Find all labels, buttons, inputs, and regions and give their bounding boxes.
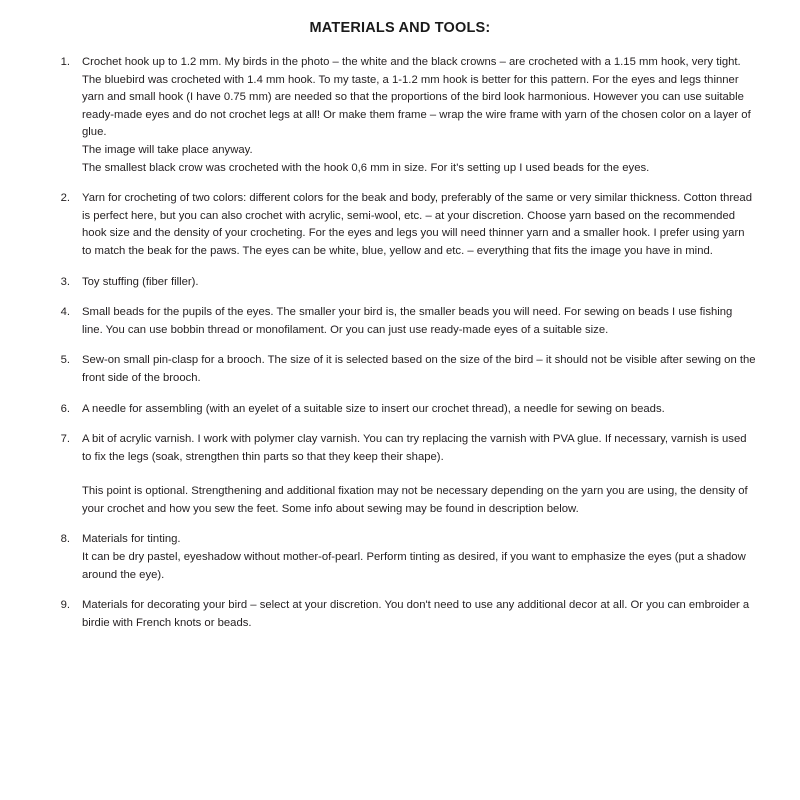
list-item [44,190,756,260]
list-item-number: 5. [60,354,70,367]
materials-list [44,54,756,632]
paragraph: Crochet hook up to 1.2 mm. My birds in the photo – the white and the black crowns – are crocheted with a 1.15 mm hook, very tight. The bluebird was crocheted with 1.4 mm hook. To my taste, a 1-1.2 mm hook is better for this pattern. For the eyes and legs thinner yarn and small hook (I have 0.75 mm) are needed so that the proportions of the bird look harmonious. However you can use suitable ready-made eyes and do not crochet legs at all! Or make them frame – wrap the wire frame with yarn of the chosen color on a layer of glue. [82,56,751,139]
list-item-body [82,274,756,292]
list-item-number: 2. [60,192,70,205]
paragraph: Small beads for the pupils of the eyes. The smaller your bird is, the smaller beads you will need. For sewing on beads I use fishing line. You can use bobbin thread or monofilament. Or you can just use ready-made eyes of a suitable size. [82,306,733,336]
list-item [44,531,756,584]
paragraph: A needle for assembling (with an eyelet of a suitable size to insert our crochet thread), a needle for sewing on beads. [82,402,665,415]
list-item-body [82,401,756,419]
list-item [44,431,756,518]
list-item [44,54,756,177]
list-item-number: 3. [60,275,70,288]
list-item-body [82,304,756,339]
list-item-number: 6. [60,402,70,415]
paragraph: Materials for decorating your bird – select at your discretion. You don't need to use any additional decor at all. Or you can embroider a birdie with French knots or beads. [82,599,750,629]
list-item-body [82,531,756,584]
paragraph: Toy stuffing (fiber filler). [82,275,199,288]
list-item [44,597,756,632]
paragraph: The image will take place anyway. [82,143,253,156]
list-item-body [82,431,756,518]
list-item-body [82,352,756,387]
paragraph: Yarn for crocheting of two colors: different colors for the beak and body, preferably of the same or very similar thickness. Cotton thread is perfect here, but you can also crochet with acrylic, semi-wool, etc. – at your discretion. Choose yarn based on the recommended hook size and the density of your crocheting. For the eyes and legs you will need thinner yarn and a smaller hook. I prefer using yarn to match the beak for the paws. The eyes can be white, blue, yellow and etc. – everything that fits the image you have in mind. [82,192,752,257]
paragraph: Sew-on small pin-clasp for a brooch. The size of it is selected based on the size of the bird – it should not be visible after sewing on the front side of the brooch. [82,354,756,384]
list-item-number: 4. [60,306,70,319]
page-title: MATERIALS AND TOOLS: [309,20,491,36]
list-item [44,352,756,387]
list-item-body [82,190,756,260]
list-item [44,304,756,339]
paragraph: A bit of acrylic varnish. I work with polymer clay varnish. You can try replacing the varnish with PVA glue. If necessary, varnish is used to fix the legs (soak, strengthen thin parts so that they keep their shape). [82,433,747,463]
list-item [44,274,756,292]
list-item-number: 9. [60,599,70,612]
paragraph: Materials for tinting. [82,533,181,546]
list-item [44,401,756,419]
list-item-body [82,54,756,177]
list-item-number: 1. [60,56,70,68]
list-item-number: 8. [60,533,70,546]
paragraph: It can be dry pastel, eyeshadow without mother-of-pearl. Perform tinting as desired, if you want to emphasize the eyes (put a shadow around the eye). [82,551,746,581]
list-item-number: 7. [60,433,70,446]
paragraph: The smallest black crow was crocheted with the hook 0,6 mm in size. For it's setting up I used beads for the eyes. [82,161,650,174]
paragraph: This point is optional. Strengthening and additional fixation may not be necessary depending on the yarn you are using, the density of your crochet and how you sew the feet. Some info about sewing may be found in description below. [82,485,748,515]
list-item-body [82,597,756,632]
